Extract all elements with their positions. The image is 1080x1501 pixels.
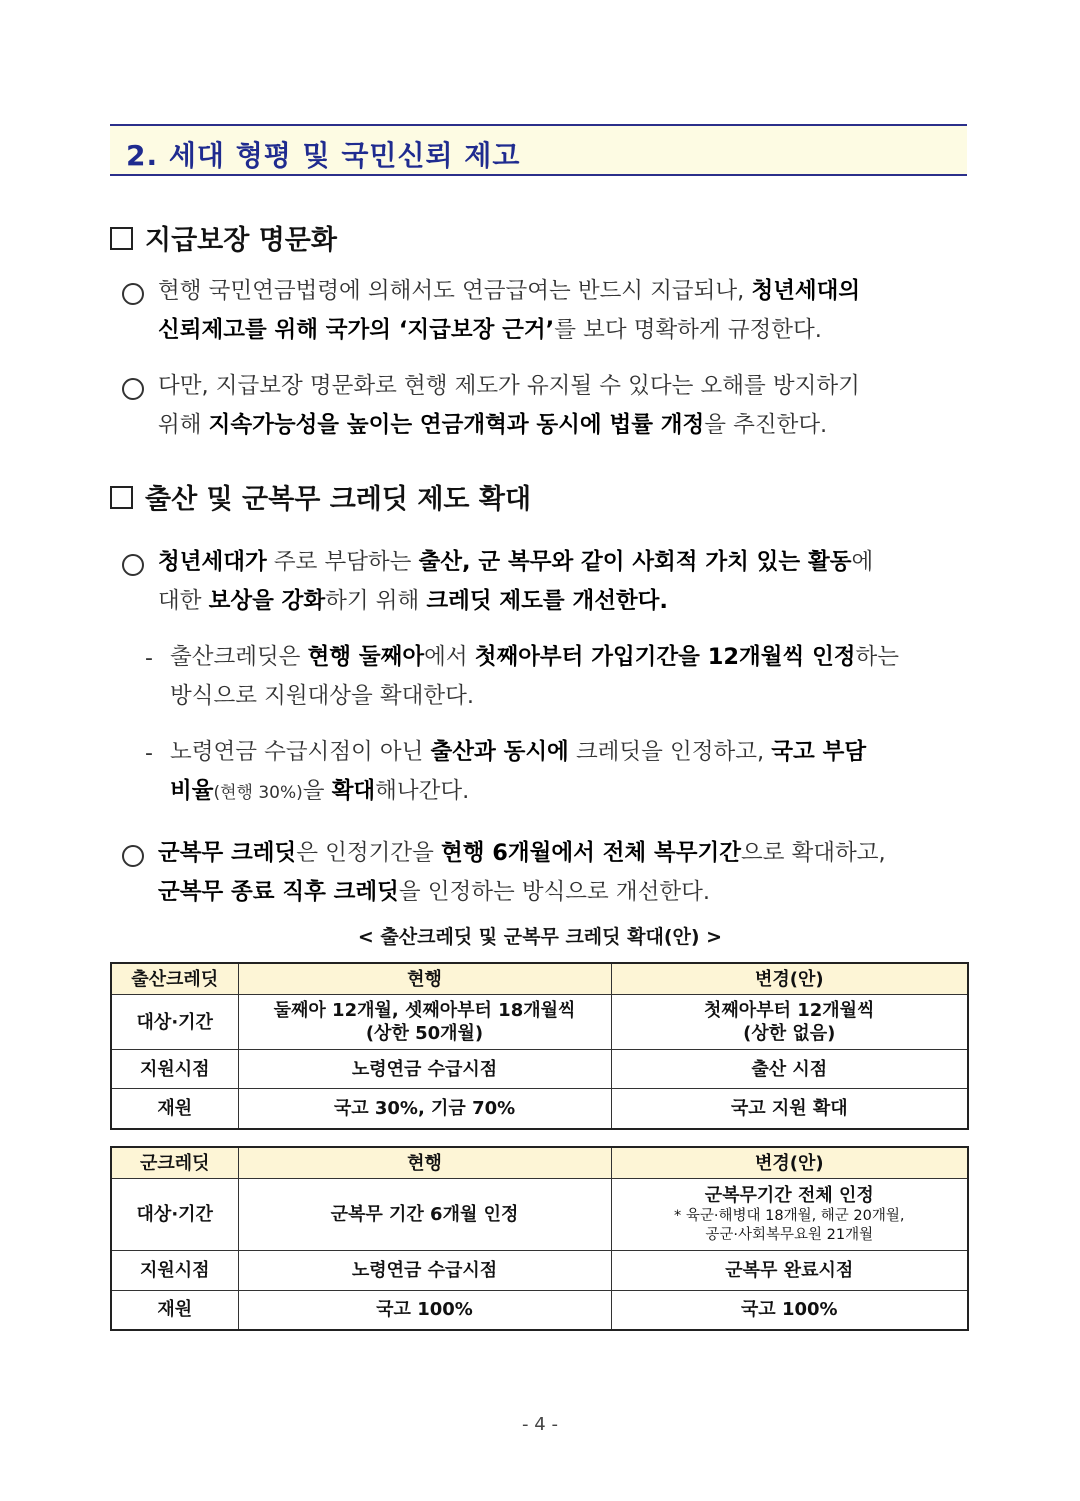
text-run: 노령연금 수급시점이 아닌 — [170, 739, 431, 765]
bold-text-run: 신뢰제고를 위해 국가의 ‘지급보장 근거’ — [158, 317, 555, 343]
table-cell — [611, 1179, 968, 1251]
bold-text-run: 국고 부담 — [771, 739, 867, 765]
text-run: 크레딧을 인정하고, — [568, 739, 772, 765]
cell-note: * 육군·해병대 18개월, 해군 20개월, — [674, 1208, 905, 1224]
row-label-cell: 대상·기간 — [111, 1179, 238, 1251]
subsection-heading-guarantee — [110, 218, 337, 257]
text-run: 해나간다. — [375, 778, 470, 804]
table-cell — [611, 995, 968, 1050]
text-run: 을 추진한다. — [704, 412, 828, 438]
paragraph-military-credit — [158, 834, 988, 912]
text-run: 은 인정기간을 — [296, 840, 441, 866]
table-cell: 노령연금 수급시점 — [238, 1050, 611, 1089]
table-row — [111, 1251, 968, 1291]
paragraph-guarantee-1 — [158, 272, 988, 350]
dash-item-funding — [170, 733, 988, 813]
circle-bullet-icon — [122, 554, 144, 576]
row-label-cell: 재원 — [111, 1291, 238, 1330]
subsection-heading-credit — [110, 477, 531, 516]
text-run: 를 보다 명확하게 규정한다. — [554, 317, 822, 343]
bold-text-run: 확대 — [331, 778, 376, 804]
text-run: 을 인정하는 방식으로 개선한다. — [398, 879, 711, 905]
text-run: 에서 — [424, 644, 475, 670]
table-header-cell: 변경(안) — [611, 963, 968, 995]
bold-text-run: 현행 6개월에서 전체 복무기간 — [440, 840, 741, 866]
bold-text-run: 군복무 종료 직후 크레딧 — [158, 879, 399, 905]
table-header-cell: 변경(안) — [611, 1147, 968, 1179]
cell-line: (상한 없음) — [743, 1023, 836, 1044]
bold-text-run: 출산, 군 복무와 같이 사회적 가치 있는 활동 — [418, 549, 852, 575]
table-cell: 노령연금 수급시점 — [238, 1251, 611, 1291]
bold-text-run: 현행 둘째아 — [307, 644, 425, 670]
table-header-cell: 군크레딧 — [111, 1147, 238, 1179]
subsection-title: 지급보장 명문화 — [145, 225, 337, 256]
text-run: 현행 국민연금법령에 의해서도 연금급여는 반드시 지급되나, — [158, 278, 752, 304]
row-label-cell: 대상·기간 — [111, 995, 238, 1050]
cell-line: (상한 50개월) — [365, 1023, 484, 1044]
circle-bullet-icon — [122, 378, 144, 400]
dash-bullet: - — [145, 646, 153, 671]
table-header-cell: 현행 — [238, 1147, 611, 1179]
table-row — [111, 1050, 968, 1089]
cell-line: 첫째아부터 12개월씩 — [704, 1000, 875, 1021]
cell-note: 공군·사회복무요원 21개월 — [705, 1227, 874, 1243]
table-cell: 국고 지원 확대 — [611, 1089, 968, 1129]
table-cell: 군복무 기간 6개월 인정 — [238, 1179, 611, 1251]
text-run: 방식으로 지원대상을 확대한다. — [170, 683, 475, 709]
table-cell: 국고 30%, 기금 70% — [238, 1089, 611, 1129]
small-text-run: (현행 30%) — [213, 783, 303, 803]
table-header-cell: 현행 — [238, 963, 611, 995]
circle-bullet-icon — [122, 283, 144, 305]
text-run: 다만, 지급보장 명문화로 현행 제도가 유지될 수 있다는 오해를 방지하기 — [158, 373, 860, 399]
row-label-cell: 지원시점 — [111, 1050, 238, 1089]
page-number: - 4 - — [522, 1414, 558, 1435]
bold-text-run: 청년세대의 — [751, 278, 861, 304]
text-run: 에 — [851, 549, 874, 575]
table-cell: 국고 100% — [238, 1291, 611, 1330]
table-cell: 군복무 완료시점 — [611, 1251, 968, 1291]
text-run: 출산크레딧은 — [170, 644, 308, 670]
bold-text-run: 청년세대가 — [158, 549, 267, 575]
bold-text-run: 군복무 크레딧 — [158, 840, 297, 866]
section-title: 2. 세대 형평 및 국민신뢰 제고 — [126, 139, 521, 172]
bold-text-run: 크레딧 제도를 개선한다. — [426, 588, 668, 614]
table-header-row — [111, 963, 968, 995]
text-run: 위해 — [158, 412, 209, 438]
table-row — [111, 1291, 968, 1330]
table-cell: 출산 시점 — [611, 1050, 968, 1089]
checkbox-square-icon — [110, 486, 133, 509]
table-cell: 국고 100% — [611, 1291, 968, 1330]
paragraph-credit-1 — [158, 543, 988, 621]
section-header — [110, 124, 967, 176]
text-run: 대한 — [158, 588, 209, 614]
military-credit-table — [110, 1146, 969, 1331]
table-header-row — [111, 1147, 968, 1179]
table-header-cell: 출산크레딧 — [111, 963, 238, 995]
text-run: 하는 — [855, 644, 900, 670]
bold-text-run: 지속가능성을 높이는 연금개혁과 동시에 법률 개정 — [208, 412, 705, 438]
table-caption: < 출산크레딧 및 군복무 크레딧 확대(안) > — [357, 926, 723, 948]
text-run: 으로 확대하고, — [740, 840, 886, 866]
row-label-cell: 재원 — [111, 1089, 238, 1129]
subsection-title: 출산 및 군복무 크레딧 제도 확대 — [145, 484, 532, 515]
table-row — [111, 1179, 968, 1251]
table-row — [111, 1089, 968, 1129]
bold-text-run: 출산과 동시에 — [430, 739, 569, 765]
dash-item-birth-credit — [170, 638, 988, 716]
text-run: 하기 위해 — [325, 588, 427, 614]
paragraph-guarantee-2 — [158, 367, 988, 445]
row-label-cell: 지원시점 — [111, 1251, 238, 1291]
dash-bullet: - — [145, 741, 153, 766]
cell-line: 군복무기간 전체 인정 — [704, 1185, 874, 1206]
circle-bullet-icon — [122, 845, 144, 867]
birth-credit-table — [110, 962, 969, 1130]
bold-text-run: 첫째아부터 가입기간을 12개월씩 인정 — [474, 644, 856, 670]
table-cell — [238, 995, 611, 1050]
cell-line: 둘째아 12개월, 셋째아부터 18개월씩 — [273, 1000, 576, 1021]
table-row — [111, 995, 968, 1050]
bold-text-run: 비율 — [170, 778, 214, 804]
bold-text-run: 보상을 강화 — [208, 588, 326, 614]
text-run: 주로 부담하는 — [266, 549, 419, 575]
text-run: 을 — [302, 778, 332, 804]
checkbox-square-icon — [110, 227, 133, 250]
